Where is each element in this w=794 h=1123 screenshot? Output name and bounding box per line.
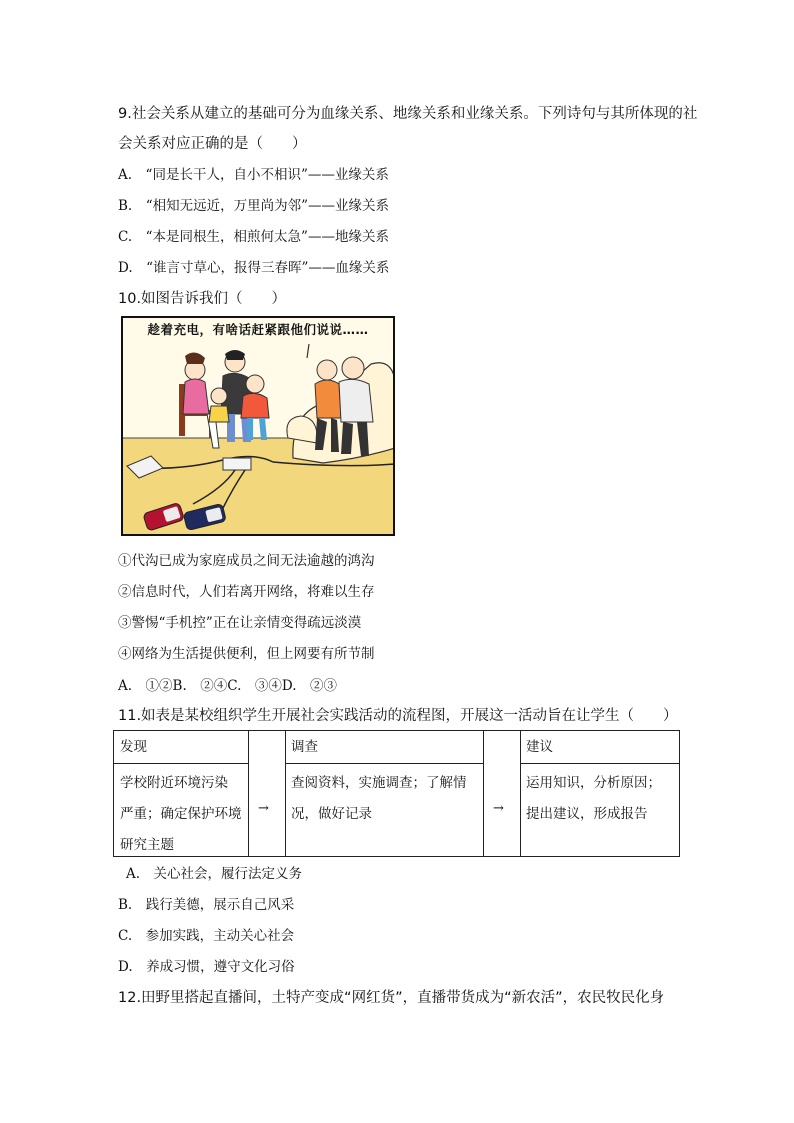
q10-statement-2: ②信息时代，人们若离开网络，将难以生存 — [118, 584, 375, 600]
flow-cell-investigate — [285, 764, 483, 834]
q11-option-c: C. 参加实践，主动关心社会 — [118, 928, 295, 944]
flow-cell-discover — [114, 764, 248, 865]
charging-family-comic — [121, 316, 395, 536]
flow-header-investigate: 调查 — [285, 731, 483, 764]
comic-illustration — [123, 318, 395, 536]
flow-header-suggest: 建议 — [520, 731, 679, 764]
flow-cell-suggest-line: 提出建议，形成报告 — [526, 806, 648, 822]
q11-option-a: A. 关心社会，履行法定义务 — [126, 866, 303, 882]
q10-choices: A. ①②B. ②④C. ③④D. ②③ — [118, 678, 338, 694]
q9-option-d: D. “谁言寸草心，报得三春晖”——血缘关系 — [118, 260, 390, 276]
flow-cell-discover-line: 学校附近环境污染 — [120, 775, 228, 791]
q9-stem-line1: 9.社会关系从建立的基础可分为血缘关系、地缘关系和业缘关系。下列诗句与其所体现的社 — [118, 106, 698, 122]
flow-arrow-icon: → — [493, 801, 504, 816]
flow-cell-discover-line: 研究主题 — [120, 837, 174, 853]
q10-statement-3: ③警惕“手机控”正在让亲情变得疏远淡漠 — [118, 615, 362, 631]
q11-stem: 11.如表是某校组织学生开展社会实践活动的流程图，开展这一活动旨在让学生（ ） — [118, 708, 678, 724]
q9-option-c: C. “本是同根生，相煎何太急”——地缘关系 — [118, 229, 389, 245]
q9-option-b: B. “相知无远近，万里尚为邻”——业缘关系 — [118, 198, 390, 214]
q12-stem-line1: 12.田野里搭起直播间，土特产变成“网红货”，直播带货成为“新农活”，农民牧民化身 — [118, 990, 665, 1006]
flow-cell-investigate-line: 况，做好记录 — [291, 806, 372, 822]
flow-cell-suggest — [520, 764, 679, 834]
activity-flow-table — [113, 730, 680, 857]
q10-statement-1: ①代沟已成为家庭成员之间无法逾越的鸿沟 — [118, 553, 375, 569]
flow-cell-investigate-line: 查阅资料，实施调查；了解情 — [291, 775, 467, 791]
flow-cell-suggest-line: 运用知识，分析原因； — [526, 775, 661, 791]
q9-stem-line2: 会关系对应正确的是（ ） — [118, 136, 307, 152]
flow-arrow-icon: → — [258, 801, 269, 816]
comic-caption: 趁着充电，有啥话赶紧跟他们说说…… — [147, 322, 369, 337]
flow-cell-discover-line: 严重；确定保护环境 — [120, 806, 242, 822]
flow-header-discover: 发现 — [114, 731, 248, 764]
q10-stem: 10.如图告诉我们（ ） — [118, 291, 287, 307]
q9-option-a: A. “同是长干人，自小不相识”——业缘关系 — [118, 167, 389, 183]
q11-option-b: B. 践行美德，展示自己风采 — [118, 897, 295, 913]
q11-option-d: D. 养成习惯，遵守文化习俗 — [118, 959, 295, 975]
q10-statement-4: ④网络为生活提供便利，但上网要有所节制 — [118, 646, 375, 662]
